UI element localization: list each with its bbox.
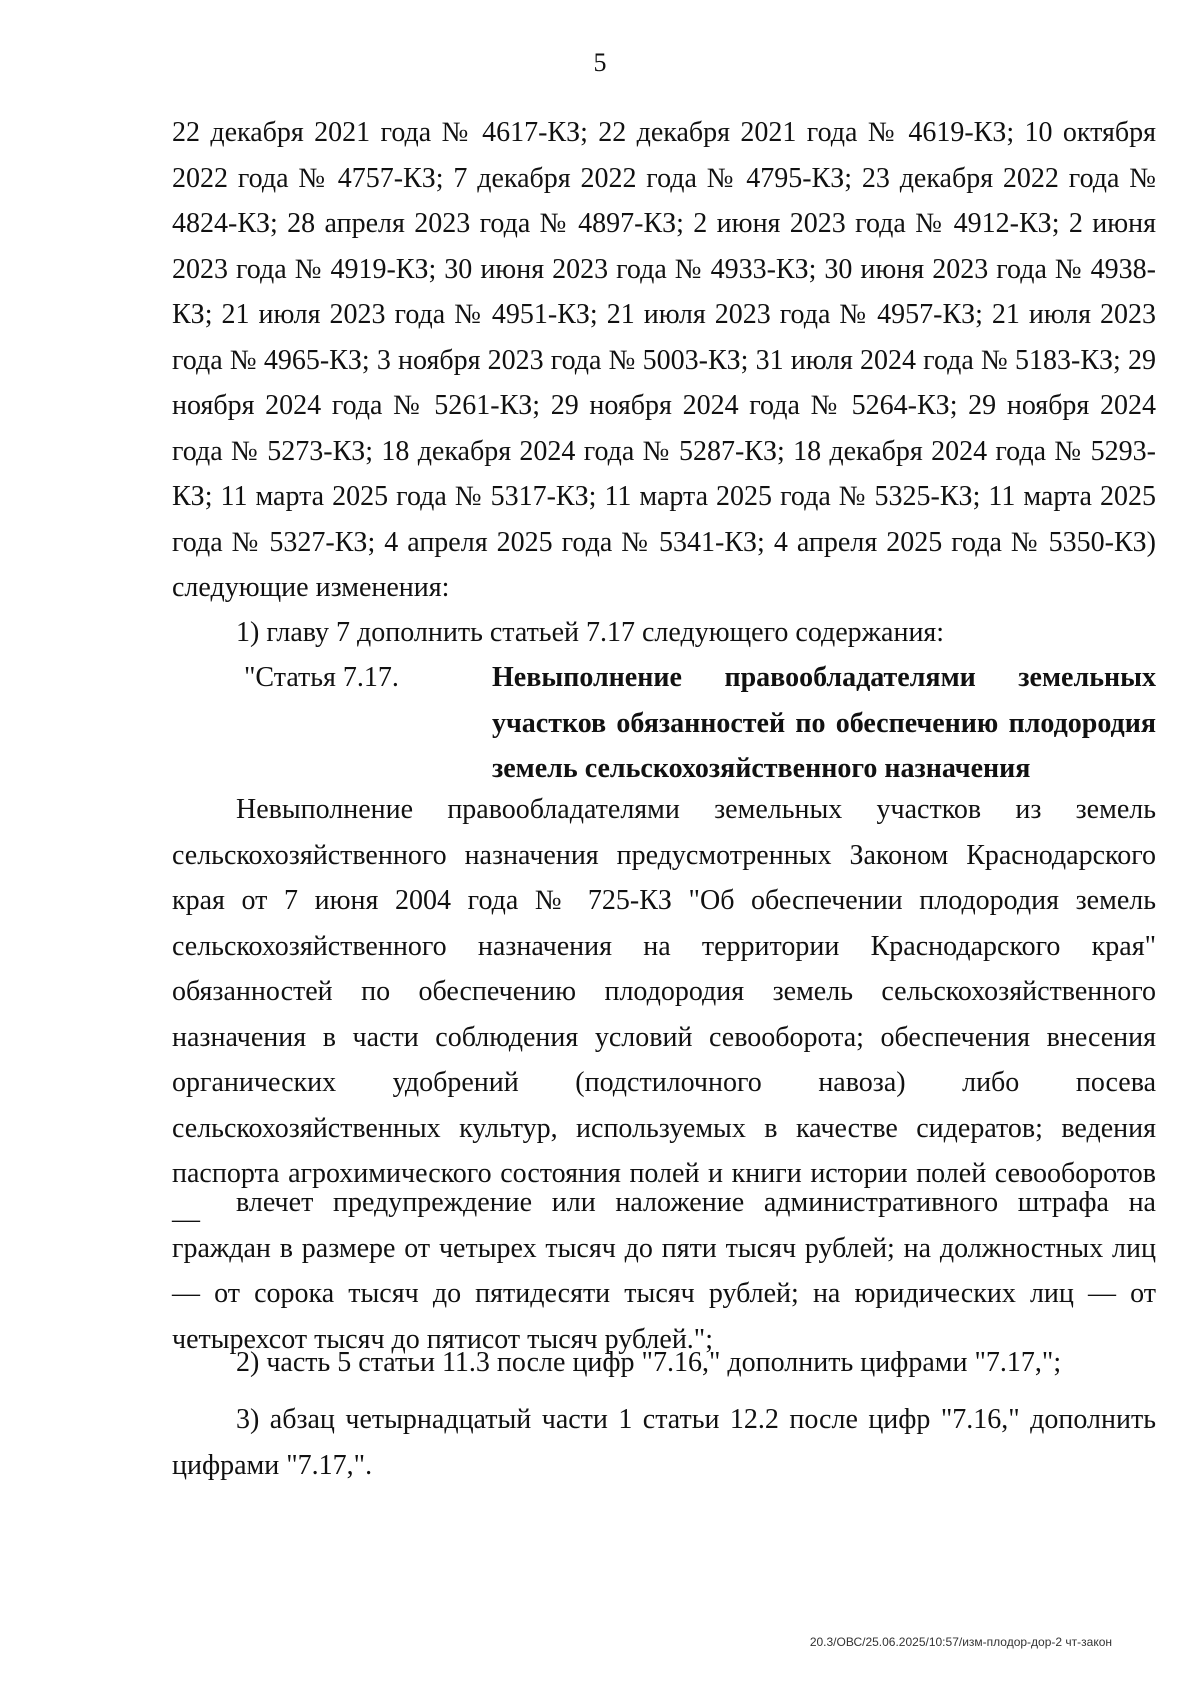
article-number: "Статья 7.17.: [244, 662, 399, 693]
amendment-item-1: 1) главу 7 дополнить статьей 7.17 следующего содержания:: [236, 617, 945, 648]
amendment-item-2: 2) часть 5 статьи 11.3 после цифр "7.16," дополнить цифрами "7.17,";: [236, 1347, 1062, 1378]
article-sanction-paragraph: влечет предупреждение или наложение административного штрафа на граждан в размере от четырех тысяч до пяти тысяч рублей; на должностных лиц — от сорока тысяч до пятидесяти тысяч рублей; на юридических лиц — от четырехсот тысяч до пятисот тысяч рублей.";: [172, 1187, 1156, 1355]
article-body-paragraph: Невыполнение правообладателями земельных участков из земель сельскохозяйственного назначения предусмотренных Законом Краснодарского края от 7 июня 2004 года № 725-КЗ "Об обеспечении плодородия земель сельскохозяйственного назначения на территории Краснодарского края" обязанностей по обеспечению плодородия земель сельскохозяйственного назначения в части соблюдения условий севооборота; обеспечения внесения органических удобрений (подстилочного навоза) либо посева сельскохозяйственных культур, используемых в качестве сидератов; ведения паспорта агрохимического состояния полей и книги истории полей севооборотов —: [172, 794, 1156, 1235]
article-heading: [172, 655, 1156, 792]
document-footer-code: 20.3/ОВС/25.06.2025/10:57/изм-плодор-дор-2 чт-закон: [809, 1635, 1112, 1649]
page-number: 5: [593, 48, 607, 77]
article-title: Невыполнение правообладателями земельных участков обязанностей по обеспечению плодородия земель сельскохозяйственного назначения: [492, 662, 1156, 784]
amendment-item-3: 3) абзац четырнадцатый части 1 статьи 12.2 после цифр "7.16," дополнить цифрами "7.17,".: [172, 1404, 1156, 1481]
intro-paragraph: 22 декабря 2021 года № 4617-КЗ; 22 декабря 2021 года № 4619-КЗ; 10 октября 2022 года № 4757-КЗ; 7 декабря 2022 года № 4795-КЗ; 23 декабря 2022 года № 4824-КЗ; 28 апреля 2023 года № 4897-КЗ; 2 июня 2023 года № 4912-КЗ; 2 июня 2023 года № 4919-КЗ; 30 июня 2023 года № 4933-КЗ; 30 июня 2023 года № 4938-КЗ; 21 июля 2023 года № 4951-КЗ; 21 июля 2023 года № 4957-КЗ; 21 июля 2023 года № 4965-КЗ; 3 ноября 2023 года № 5003-КЗ; 31 июля 2024 года № 5183-КЗ; 29 ноября 2024 года № 5261-КЗ; 29 ноября 2024 года № 5264-КЗ; 29 ноября 2024 года № 5273-КЗ; 18 декабря 2024 года № 5287-КЗ; 18 декабря 2024 года № 5293-КЗ; 11 марта 2025 года № 5317-КЗ; 11 марта 2025 года № 5325-КЗ; 11 марта 2025 года № 5327-КЗ; 4 апреля 2025 года № 5341-КЗ; 4 апреля 2025 года № 5350-КЗ) следующие изменения:: [172, 117, 1156, 603]
